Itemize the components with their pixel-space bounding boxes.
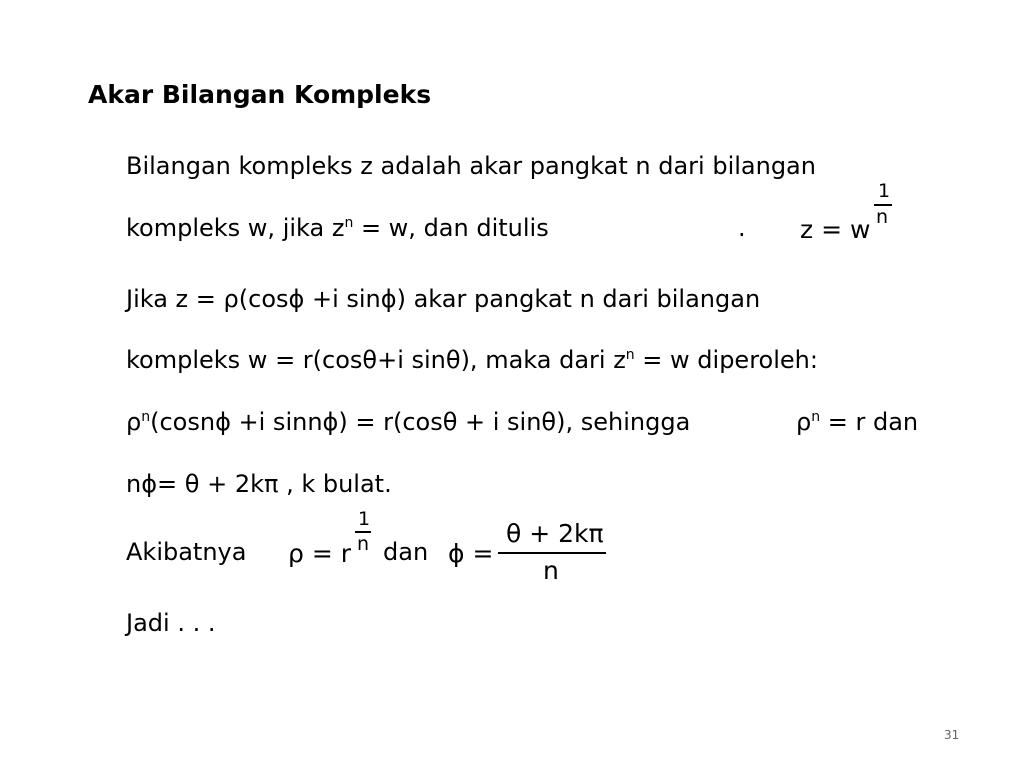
formula-z-exp-den: n (876, 206, 889, 228)
para2-line3-d: = r dan (820, 408, 919, 436)
dan-word: dan (383, 538, 429, 566)
para2-line3-a: ρ (126, 408, 142, 436)
phi-numerator: θ + 2kπ (506, 519, 604, 548)
para2-line3-c: ρ (796, 408, 812, 436)
para2-line1: Jika z = ρ(cosϕ +i sinϕ) akar pangkat n dari bilangan (126, 285, 761, 313)
rho-exp-num: 1 (358, 508, 371, 530)
para2-line3-b: (cosnϕ +i sinnϕ) = r(cosθ + i sinθ), sehingga (150, 408, 691, 436)
para2-line3-sup2: n (811, 409, 821, 425)
formula-z-equals-w: z = w (800, 215, 871, 244)
formula-z-exp-num: 1 (878, 180, 891, 202)
para2-line3-rhs (796, 408, 918, 436)
para1-line2-dot: . (738, 214, 746, 242)
phi-equals: ϕ = (448, 539, 494, 568)
closing-jadi: Jadi . . . (126, 609, 216, 637)
para2-line2-b: = w diperoleh: (634, 346, 818, 374)
para2-line3-sup: n (141, 409, 151, 425)
phi-fraction-bar (498, 552, 606, 554)
slide-title: Akar Bilangan Kompleks (88, 80, 432, 109)
page-number: 31 (944, 728, 960, 742)
phi-denominator: n (543, 556, 559, 585)
para2-line2-a: kompleks w = r(cosθ+i sinθ), maka dari z (126, 346, 626, 374)
rho-equals-r: ρ = r (288, 539, 351, 568)
rho-exp-den: n (357, 533, 370, 555)
para2-line2-sup: n (625, 347, 635, 363)
para1-line2 (126, 214, 549, 242)
para1-line2-sup: n (344, 215, 354, 231)
para2-line2 (126, 346, 818, 374)
para1-line2-a: kompleks w, jika z (126, 214, 345, 242)
consequence-label: Akibatnya (126, 538, 247, 566)
para2-line3 (126, 408, 690, 436)
para1-line1: Bilangan kompleks z adalah akar pangkat n dari bilangan (126, 152, 816, 180)
para2-line4: nϕ= θ + 2kπ , k bulat. (126, 470, 392, 498)
para1-line2-b: = w, dan ditulis (353, 214, 549, 242)
